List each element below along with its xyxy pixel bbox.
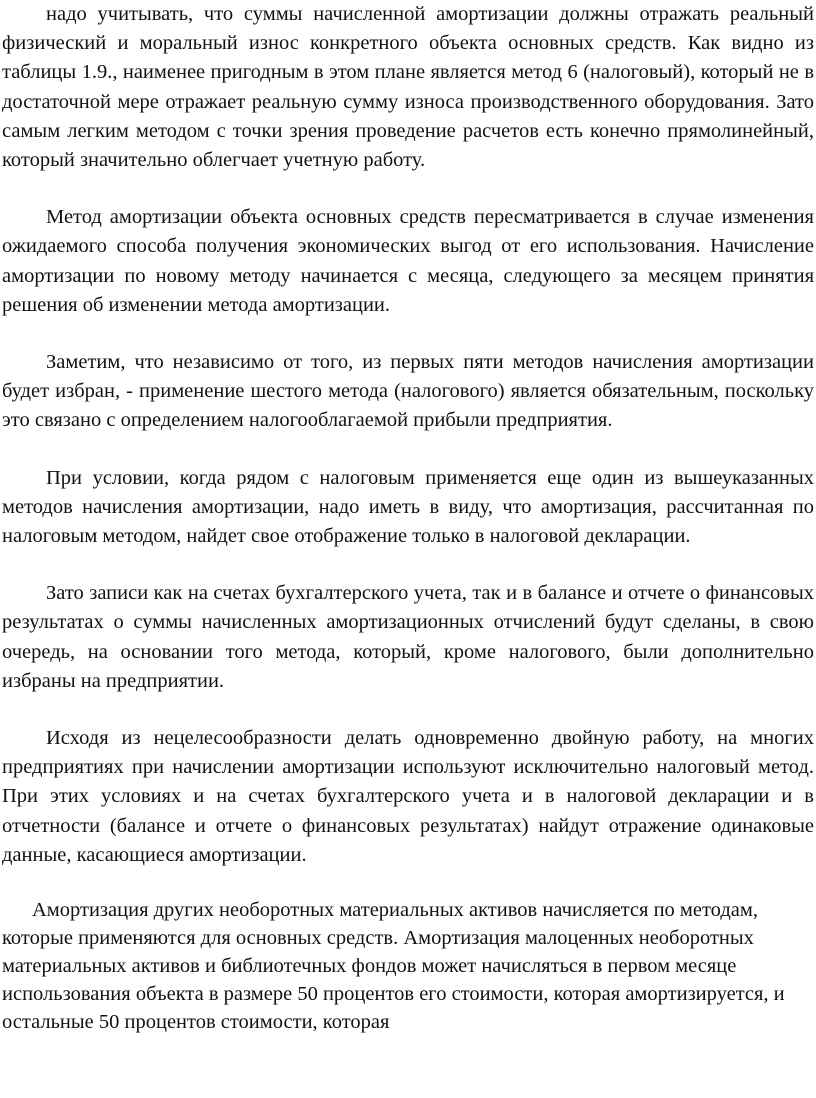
paragraph-accounting-records: Зато записи как на счетах бухгалтерского учета, так и в балансе и отчете о финансовых результатах о суммы начисленных амортизационных отчислений будут сделаны, в свою очередь, на основании того метода, который, кроме налогового, были дополнительно избраны на предприятии. (2, 582, 814, 692)
paragraph-single-method-practice: Исходя из нецелесообразности делать одновременно двойную работу, на многих предприятиях при начислении амортизации используют исключительно налоговый метод. При этих условиях и на счетах бухгалтерского учета и в налоговой декларации и в отчетности (балансе и отчете о финансовых результатах) найдут отражение одинаковые данные, касающиеся амортизации. (2, 727, 814, 866)
paragraph-tax-method-mandatory: Заметим, что независимо от того, из первых пяти методов начисления амортизации будет избран, - применение шестого метода (налогового) является обязательным, поскольку это связано с определением налогооблагаемой прибыли предприятия. (2, 351, 814, 432)
paragraph-depreciation-methods-comparison: надо учитывать, что суммы начисленной амортизации должны отражать реальный физический и моральный износ конкретного объекта основных средств. Как видно из таблицы 1.9., наименее пригодным в этом плане является метод 6 (налоговый), который не в достаточной мере отражает реальную сумму износа производственного оборудования. Зато самым легким методом с точки зрения проведение расчетов есть конечно прямолинейный, который значительно облегчает учетную работу. (2, 3, 814, 172)
paragraph-method-revision: Метод амортизации объекта основных средств пересматривается в случае изменения ожидаемого способа получения экономических выгод от его использования. Начисление амортизации по новому методу начинается с месяца, следующего за месяцем принятия решения об изменении метода амортизации. (2, 206, 814, 316)
paragraph-other-assets-depreciation: Амортизация других необоротных материальных активов начисляется по методам, которые применяются для основных средств. Амортизация малоценных необоротных материальных активов и библиотечных фондов может начисляться в первом месяце использования объекта в размере 50 процентов его стоимости, которая амортизируется, и остальные 50 процентов стоимости, которая (2, 899, 785, 1034)
paragraph-tax-declaration: При условии, когда рядом с налоговым применяется еще один из вышеуказанных методов начисления амортизации, надо иметь в виду, что амортизация, рассчитанная по налоговым методом, найдет свое отображение только в налоговой декларации. (2, 466, 814, 548)
